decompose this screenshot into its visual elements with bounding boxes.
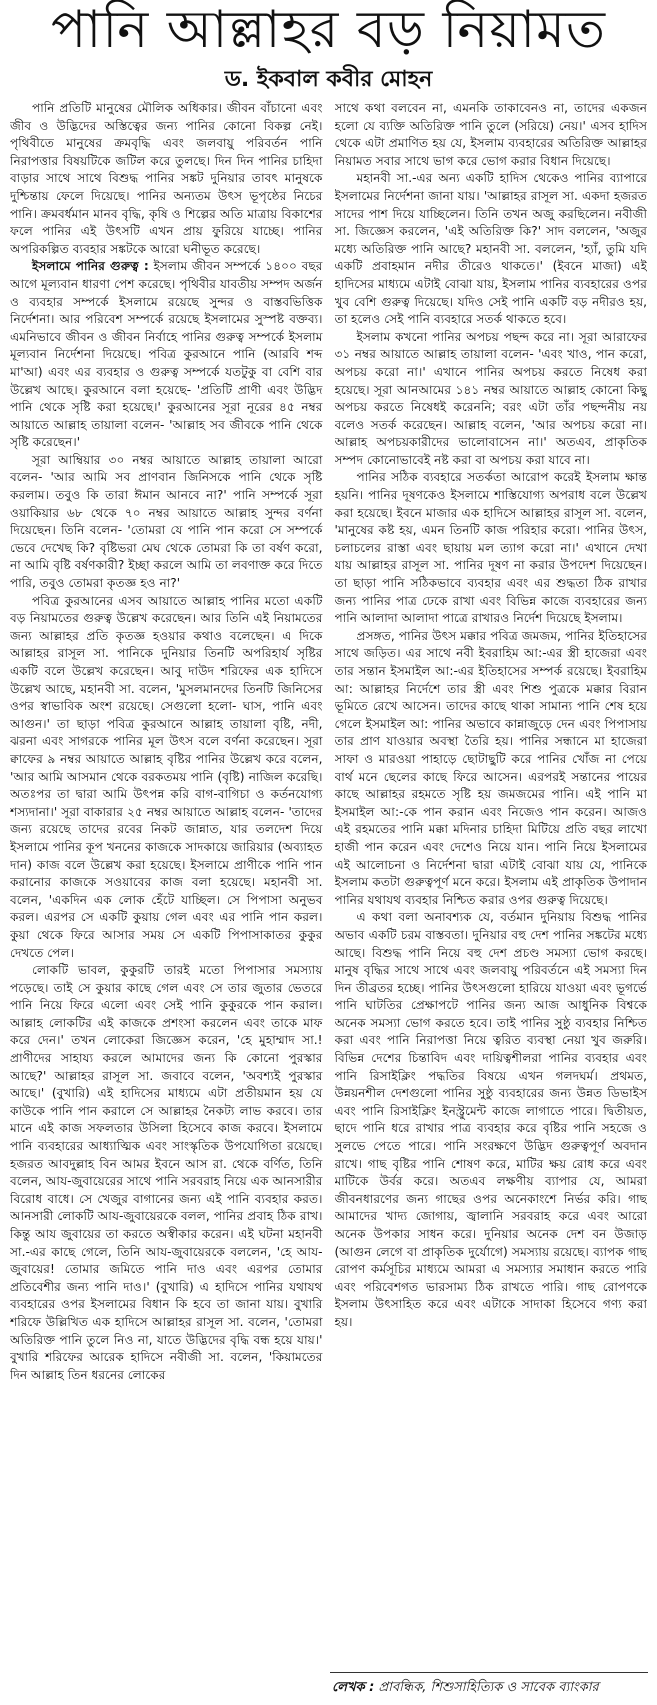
paragraph: মহানবী সা.-এর অন্য একটি হাদিস থেকেও পানির ব্যাপারে ইসলামের নির্দেশনা জানা যায়। 'আল্লাহর রাসূল সা. একদা হজরত সাদের পাশ দিয়ে যাচ্ছিলেন। তিনি তখন অজু করছিলেন। নবীজী সা. জিজ্ঞেস করলেন, 'এই অতিরিক্ত কি?' সাদ বললেন, 'অজুর মধ্যে অতিরিক্ত পানি আছে? মহানবী সা. বললেন, 'হ্যাঁ, তুমি যদি একটি প্রবাহমান নদীর তীরেও থাকতে।' (ইবনে মাজা) এই হাদিসের মাধ্যমে এটাই বোঝা যায়, ইসলাম পানির ব্যবহারের ওপর খুব বেশি গুরুত্ব দিয়েছে। যদিও সেই পানি একটি বড় নদীরও হয়, তা হলেও সেই পানি ব্যবহারে সতর্ক থাকতে হবে।	[334, 171, 647, 327]
article-author: ড. ইকবাল কবীর মোহন	[224, 67, 433, 92]
column-left	[10, 100, 323, 1670]
paragraph: পানির সঠিক ব্যবহারে সতর্কতা আরোপ করেই ইসলাম ক্ষান্ত হয়নি। পানির দূষণকেও ইসলামে শাস্তিযোগ্য অপরাধ বলে উল্লেখ করা হয়েছে। ইবনে মাজার এক হাদিসে আল্লাহর রাসূল সা. বলেন, 'মানুষের কষ্ট হয়, এমন তিনটি কাজ পরিহার করো। পানির উৎস, চলাচলের রাস্তা এবং ছায়ায় মল ত্যাগ করো না।' এখানে দেখা যায় আল্লাহর রাসূল সা. পানির দূষণ না করার উপদেশ দিয়েছেন। তা ছাড়া পানি সঠিকভাবে ব্যবহার এবং এর শুদ্ধতা ঠিক রাখার জন্য পানির পাত্র ঢেকে রাখা এবং বিভিন্ন কাজে ব্যবহারের জন্য পানি আলাদা আলাদা পাত্রে রাখারও নির্দেশ দিয়েছে ইসলাম।	[334, 470, 647, 626]
section-subhead: ইসলামে পানির গুরুত্ব :	[32, 259, 149, 274]
article-body	[10, 100, 647, 1670]
paragraph: লোকটি ভাবল, কুকুরটি তারই মতো পিপাসার সমস্যায় পড়েছে। তাই সে কুয়ার কাছে গেল এবং সে তার জুতার ভেতরে পানি নিয়ে ফিরে এলো এবং সেই পানি কুকুরকে পান করাল। আল্লাহ লোকটির এই কাজকে প্রশংসা করলেন এবং তাকে মাফ করে দেন।' তখন লোকেরা জিজ্ঞেস করেন, 'হে মুহাম্মাদ সা.! প্রাণীদের সাহায্য করলে আমাদের জন্য কি কোনো পুরস্কার আছে?' আল্লাহর রাসূল সা. জবাবে বলেন, 'অবশ্যই পুরস্কার আছে।' (বুখারি) এই হাদিসের মাধ্যমে এটা প্রতীয়মান হয় যে কাউকে পানি পান করালে সে আল্লাহর নৈকট্য লাভ করবে। তার মানে এই কাজ সফলতার উসিলা হিসেবে কাজ করবে। ইসলামে পানি ব্যবহারের আধ্যাত্মিক এবং সাংস্কৃতিক উপযোগিতা রয়েছে। হজরত আবদুল্লাহ বিন আমর ইবনে আস রা. থেকে বর্ণিত, তিনি বলেন, আয-জুবায়েরের সাথে পানি সরবরাহ নিয়ে এক আনসারীর বিরোধ বাধে। সে খেজুর বাগানের জন্য এই পানি ব্যবহার করত। আনসারী লোকটি আয-জুবায়েরকে বলল, পানির প্রবাহ ঠিক রাখ। কিন্তু আয জুবায়ের তা করতে অস্বীকার করেন। এই ঘটনা মহানবী সা.-এর কাছে গেলে, তিনি আয-জুবায়েরকে বললেন, 'হে আয-জুবায়ের! তোমার জমিতে পানি দাও এবং এরপর তোমার প্রতিবেশীর জন্য পানি দাও।' (বুখারি) এ হাদিসে পানির যথাযথ ব্যবহারের ওপর ইসলামের বিধান কি হবে তা জানা যায়। বুখারি শরিফে উল্লিখিত এক হাদিসে আল্লাহর রাসূল সা. বলেন, 'তোমরা অতিরিক্ত পানি তুলে নিও না, যাতে উদ্ভিদের বৃদ্ধি বন্ধ হয়ে যায়।' বুখারি শরিফের আরেক হাদিসে নবীজী সা. বলেন, 'কিয়ামতের দিন আল্লাহ তিন ধরনের লোকের	[10, 963, 323, 1382]
article-title: পানি আল্লাহর বড় নিয়ামত	[50, 0, 607, 60]
paragraph-with-subhead	[10, 258, 323, 452]
paragraph-text: ইসলাম জীবন সম্পর্কে ১৪০০ বছর আগে মূল্যবান ধারণা পেশ করেছে। পৃথিবীর যাবতীয় সম্পদ অর্জন ও ব্যবহার সম্পর্কে ইসলামে রয়েছে সুন্দর ও বাস্তবভিত্তিক নির্দেশনা। আর পরিবেশ সম্পর্কে রয়েছে ইসলামের সুস্পষ্ট বক্তব্য। এমনিভাবে জীবন ও জীবন নির্বাহে পানির গুরুত্ব সম্পর্কে ইসলাম মূল্যবান নির্দেশনা দিয়েছে। পবিত্র কুরআনে পানি (আরবি শব্দ মা'আ) এবং এর ব্যবহার ও গুরুত্ব সম্পর্কে যতটুকু বা বেশি বার উল্লেখ আছে। কুরআনে বলা হয়েছে- 'প্রতিটি প্রাণী এবং উদ্ভিদ পানি থেকে সৃষ্টি করা হয়েছে।' কুরআনের সূরা নূরের ৪৫ নম্বর আয়াতে আল্লাহ তায়ালা বলেন- 'আল্লাহ সব জীবকে পানি থেকে সৃষ্টি করেছেন।'	[10, 259, 323, 450]
column-right	[335, 100, 648, 1670]
paragraph: এ কথা বলা অনাবশ্যক যে, বর্তমান দুনিয়ায় বিশুদ্ধ পানির অভাব একটি চরম বাস্তবতা। দুনিয়ার বহু দেশ পানির সঙ্কটের মধ্যে আছে। বিশুদ্ধ পানি নিয়ে বহু দেশ প্রচণ্ড সমস্যা ভোগ করছে। মানুষ বৃদ্ধির সাথে সাথে এবং জলবায়ু পরিবর্তনে এই সমস্যা দিন দিন তীব্রতর হচ্ছে। পানির উৎসগুলো হারিয়ে যাওয়া এবং ভূগর্ভে পানি ঘাটতির প্রেক্ষাপটে পানির জন্য আজ আধুনিক বিশ্বকে অনেক সমস্যা ভোগ করতে হবে। তাই পানির সুষ্ঠু ব্যবহার নিশ্চিত করা এবং পানি নিরাপত্তা নিয়ে ত্বরিত ব্যবস্থা নেয়া খুব জরুরি। বিভিন্ন দেশের চিন্তাবিদ এবং দায়িত্বশীলরা পানির ব্যবহার এবং পানি রিসাইক্লিং পদ্ধতির বিষয়ে এখন গলদঘর্ম। প্রথমত, উন্নয়নশীল দেশগুলো পানির সুষ্ঠু ব্যবহারের জন্য উন্নত ডিভাইস এবং পানি রিসাইক্লিং ইনস্ট্রুমেন্ট কাজে লাগাতে পারে। দ্বিতীয়ত, ছাদে পানি ধরে রাখার পাত্র ব্যবহার করে বৃষ্টির পানি সহজে ও সুলভে পেতে পারে। পানি সংরক্ষণে উদ্ভিদ গুরুত্বপূর্ণ অবদান রাখে। গাছ বৃষ্টির পানি শোষণ করে, মাটির ক্ষয় রোধ করে এবং মাটিকে উর্বর করে। অতএব লক্ষণীয় ব্যাপার যে, আমরা জীবনধারণের জন্য গাছের ওপর অনেকাংশে নির্ভর করি। গাছ আমাদের খাদ্য জোগায়, জ্বালানি সরবরাহ করে এবং আরো অনেক উপকার সাধন করে। দুনিয়ার অনেক দেশ বন উজাড় (আগুন লেগে বা প্রাকৃতিক দুর্যোগে) সমস্যায় রয়েছে। ব্যাপক গাছ রোপণ কর্মসূচির মাধ্যমে আমরা এ সমস্যার সমাধান করতে পারি এবং পরিবেশগত ভারসাম্য ঠিক রাখতে পারি। গাছ রোপণকে ইসলাম উৎসাহিত করে এবং এটাকে সাদাকা হিসেবে গণ্য করা হয়।	[334, 910, 647, 1329]
author-note-label: লেখক :	[332, 1680, 375, 1695]
author-note	[332, 1678, 648, 1699]
paragraph: পবিত্র কুরআনের এসব আয়াতে আল্লাহ পানির মতো একটি বড় নিয়ামতের গুরুত্ব উল্লেখ করেছেন। আর তিনি এই নিয়ামতের জন্য আল্লাহর প্রতি কৃতজ্ঞ হওয়ার কথাও বলেছেন। এ দিকে আল্লাহর রাসূল সা. পানিকে দুনিয়ার তিনটি অপরিহার্য সৃষ্টির একটি বলে উল্লেখ করেছেন। আবু দাউদ শরিফের এক হাদিসে উল্লেখ আছে, মহানবী সা. বলেন, 'মুসলমানদের তিনটি জিনিসের ওপর স্বাভাবিক অংশ রয়েছে। সেগুলো হলো- ঘাস, পানি এবং আগুন।' তা ছাড়া পবিত্র কুরআনে আল্লাহ তায়ালা বৃষ্টি, নদী, ঝরনা এবং সাগরকে পানির মূল উৎস বলে বর্ণনা করেছেন। সূরা ক্বাফের ৯ নম্বর আয়াতে আল্লাহ বৃষ্টির পানির উল্লেখ করে বলেন, 'আর আমি আসমান থেকে বরকতময় পানি (বৃষ্টি) নাজিল করেছি। অতঃপর তা দ্বারা আমি উৎপন্ন করি বাগ-বাগিচা ও কর্তনযোগ্য শস্যদানা।' সূরা বাকারার ২৫ নম্বর আয়াতে আল্লাহ বলেন- 'তাদের জন্য রয়েছে তাদের রবের নিকট জান্নাত, যার তলদেশ দিয়ে ইসলামে পানির কূপ খননের কাজকে সাদকায়ে জারিয়ার (অব্যাহত দান) কাজ বলে উল্লেখ করা হয়েছে। ইসলামে প্রাণীকে পানি পান করানোর কাজকে সওয়াবের কাজ বলা হয়েছে। মহানবী সা. বলেন, 'একদিন এক লোক হেঁটে যাচ্ছিল। সে পিপাসা অনুভব করল। এরপর সে একটি কুয়ায় গেল এবং এর পানি পান করল। কুয়া থেকে ফিরে আসার সময় সে একটি পিপাসাকাতর কুকুর দেখতে পেল।	[10, 593, 323, 960]
paragraph: প্রসঙ্গত, পানির উৎস মক্কার পবিত্র জমজম, পানির ইতিহাসের সাথে জড়িত। এর সাথে নবী ইবরাহিম আ:-এর স্ত্রী হাজেরা এবং তার সন্তান ইসমাইল আ:-এর ইতিহাসের সম্পর্ক রয়েছে। ইবরাহিম আ: আল্লাহর নির্দেশে তার স্ত্রী এবং শিশু পুত্রকে মক্কার বিরান ভূমিতে রেখে আসেন। তাদের কাছে থাকা সামান্য পানি শেষ হয়ে গেলে ইসমাইল আ: পানির অভাবে কান্নাজুড়ে দেন এবং পিপাসায় তার প্রাণ যাওয়ার অবস্থা তৈরি হয়। পানির সন্ধানে মা হাজেরা সাফা ও মারওয়া পাহাড়ে ছোটাছুটি করে পানির খোঁজ না পেয়ে বার্থ মনে ছেলের কাছে ফিরে আসেন। এরপরই সন্তানের পায়ের কাছে আল্লাহর রহমতে সৃষ্টি হয় জমজমের পানি। এই পানি মা ইসমাইল আ:-কে পান করান এবং নিজেও পান করেন। আজও এই রহমতের পানি মক্কা মদিনার চাহিদা মিটিয়ে প্রতি বছর লাখো হাজী পান করেন এবং দেশেও নিয়ে যান। পানি নিয়ে ইসলামের এই আলোচনা ও নির্দেশনা দ্বারা এটাই বোঝা যায় যে, পানিকে ইসলাম কতটা গুরুত্বপূর্ণ মনে করে। ইসলাম এই প্রাকৃতিক উপাদান পানির যথাযথ ব্যবহার নিশ্চিত করার ওপর গুরুত্ব দিয়েছে।	[334, 628, 647, 907]
paragraph: সূরা আম্বিয়ার ৩০ নম্বর আয়াতে আল্লাহ তায়ালা আরো বলেন- 'আর আমি সব প্রাণবান জিনিসকে পানি থেকে সৃষ্টি করলাম। তবুও কি তারা ঈমান আনবে না?' পানি সম্পর্কে সূরা ওয়াকিয়ার ৬৮ থেকে ৭০ নম্বর আয়াতে আল্লাহ সুন্দর বর্ণনা দিয়েছেন। তিনি বলেন- 'তোমরা যে পানি পান করো সে সম্পর্কে ভেবে দেখেছ কি? বৃষ্টিভরা মেঘ থেকে তোমরা কি তা বর্ষণ করো, না আমি বৃষ্টি বর্ষণকারী? ইচ্ছা করলে আমি তা লবণাক্ত করে দিতে পারি, তবুও তোমরা কৃতজ্ঞ হও না?'	[10, 452, 323, 591]
paragraph: ইসলাম কখনো পানির অপচয় পছন্দ করে না। সূরা আরাফের ৩১ নম্বর আয়াতে আল্লাহ তায়ালা বলেন- 'এবং খাও, পান করো, অপচয় করো না।' এখানে পানির অপচয় করতে নিষেধ করা হয়েছে। সূরা আনআমের ১৪১ নম্বর আয়াতে আল্লাহ কোনো কিছু অপচয় করতে নিষেধই করেননি; বরং এটা তাঁর পছন্দনীয় নয় বলেও সতর্ক করেছেন। আল্লাহ বলেন, 'আর অপচয় করো না। আল্লাহ অপচয়কারীদের ভালোবাসেন না।' অতএব, প্রাকৃতিক সম্পদ কোনোভাবেই নষ্ট করা বা অপচয় করা যাবে না।	[334, 329, 647, 467]
paragraph: পানি প্রতিটি মানুষের মৌলিক অধিকার। জীবন বাঁচানো এবং জীব ও উদ্ভিদের অস্তিত্বের জন্য পানির কোনো বিকল্প নেই। পৃথিবীতে মানুষের ক্রমবৃদ্ধি এবং জলবায়ু পরিবর্তন পানি নিরাপত্তার বিষয়টিকে জটিল করে তুলছে। দিন দিন পানির চাহিদা বাড়ার সাথে সাথে বিশুদ্ধ পানির সঙ্কট দুনিয়ার তাবৎ মানুষকে দুশ্চিন্তায় ফেলে দিয়েছে। পানির অন্যতম উৎস ভূপৃষ্ঠের নিচের পানি। ক্রমবর্ধমান মানব বৃদ্ধি, কৃষি ও শিল্পের অতি মাত্রায় বিকাশের ফলে পানির এই উৎসটি এখন প্রায় ফুরিয়ে যাচ্ছে। পানির অপরিকল্পিত ব্যবহার সঙ্কটকে আরো ঘনীভূত করেছে।	[10, 101, 323, 256]
author-note-text: প্রাবন্ধিক, শিশুসাহিত্যিক ও সাবেক ব্যাংকার	[378, 1680, 599, 1695]
footer-divider	[330, 1672, 648, 1673]
paragraph: সাথে কথা বলবেন না, এমনকি তাকাবেনও না, তাদের একজন হলো যে ব্যক্তি অতিরিক্ত পানি তুলে (সরিয়ে) নেয়।' এসব হাদিস থেকে এটা প্রমাণিত হয় যে, ইসলাম ব্যবহারের অতিরিক্ত আল্লাহর নিয়ামত সবার সাথে ভাগ করে ভোগ করার বিধান দিয়েছে।	[334, 101, 647, 168]
